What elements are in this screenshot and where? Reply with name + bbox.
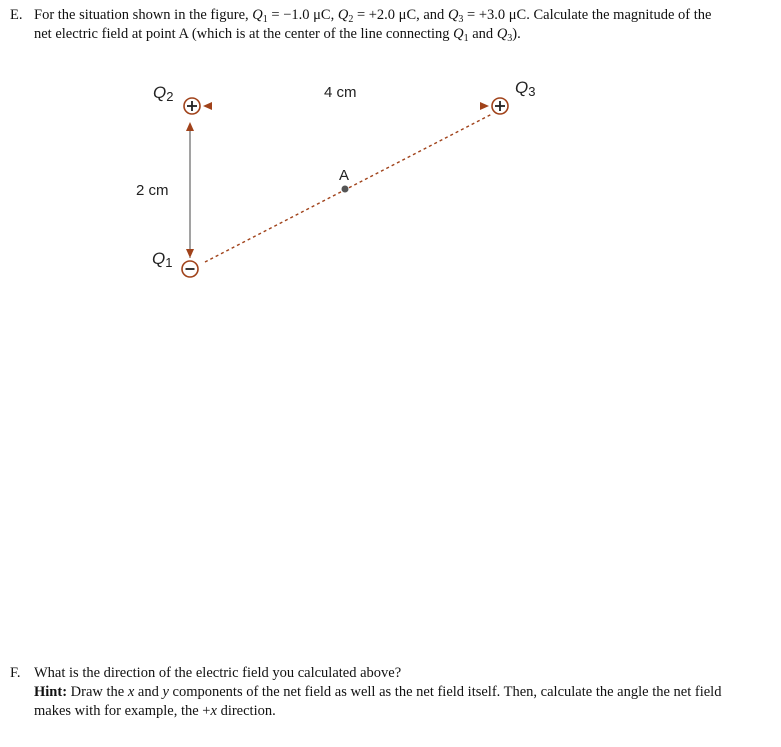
q3-label: Q3 (515, 78, 536, 99)
q2-charge (184, 98, 200, 114)
question-e-label: E. (10, 7, 23, 23)
charge-figure (0, 60, 781, 390)
vertical-distance-label: 2 cm (136, 182, 169, 199)
q1-label: Q1 (152, 249, 173, 270)
question-f-label: F. (10, 665, 21, 681)
point-a-label: A (339, 167, 350, 184)
point-a-dot (342, 186, 349, 193)
arrowhead-q3-left (480, 102, 489, 110)
question-e-line-2: net electric field at point A (which is at the center of the line connecting $Q_1$ and $Q_3$). (34, 26, 521, 44)
question-e-line-1: For the situation shown in the figure, $Q_1 = -1.0$ μC, $Q_2 = +2.0$ μC, and $Q_3 = +3.0$ μC. Calculate the magnitude of the (34, 7, 712, 25)
dashed-line-q1-q3 (205, 114, 492, 262)
horizontal-distance-label: 4 cm (324, 84, 357, 101)
arrowhead-up (186, 122, 194, 131)
question-f-line-3: makes with for example, the +x direction. (34, 703, 276, 719)
arrowhead-down (186, 249, 194, 258)
q3-charge (492, 98, 508, 114)
question-f-text (34, 664, 721, 721)
arrowhead-q2-right (203, 102, 212, 110)
question-f-line-1: What is the direction of the electric field you calculated above? (34, 665, 402, 681)
q2-label: Q2 (153, 83, 174, 104)
question-e-text (34, 6, 711, 44)
q1-charge (182, 261, 198, 277)
question-f-hint-line: Hint: Draw the x and y components of the net field as well as the net field itself. Then, calculate the angle the net field (34, 684, 722, 700)
